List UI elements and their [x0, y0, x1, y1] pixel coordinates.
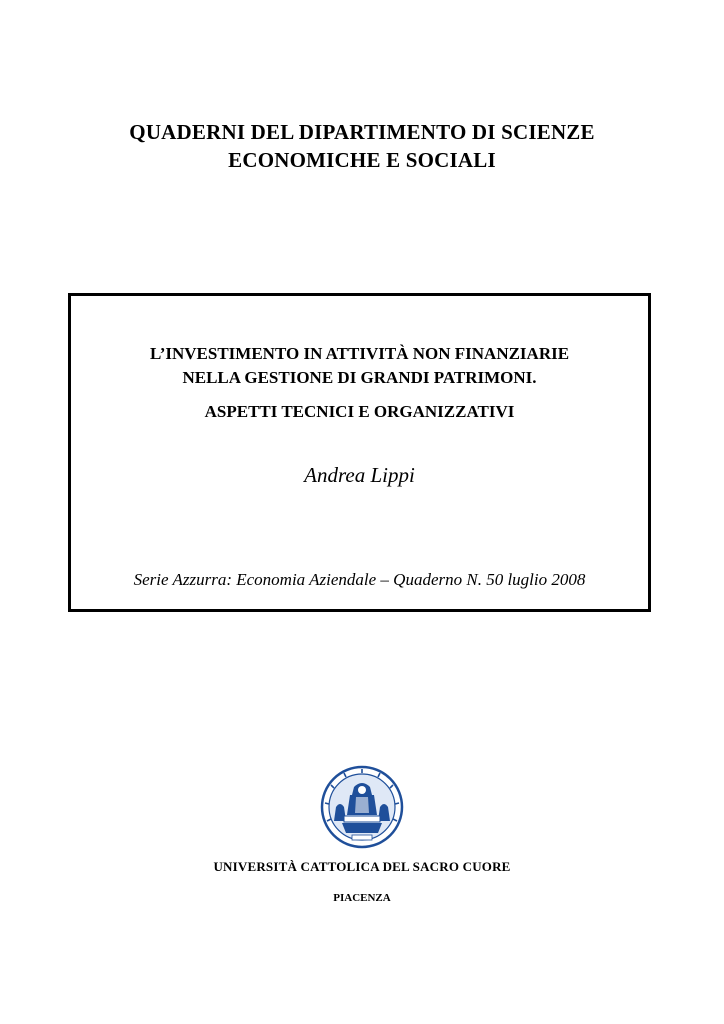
title-box	[68, 293, 651, 612]
university-seal-logo	[320, 765, 404, 849]
university-name: UNIVERSITÀ CATTOLICA DEL SACRO CUORE	[213, 859, 511, 874]
author-name: Andrea Lippi	[304, 463, 415, 487]
series-heading-line-2: ECONOMICHE E SOCIALI	[228, 148, 496, 172]
paper-title	[71, 342, 648, 424]
university-city: PIACENZA	[333, 892, 391, 904]
series-info: Serie Azzurra: Economia Aziendale – Quaderno N. 50 luglio 2008	[133, 570, 586, 589]
series-heading-line-1: QUADERNI DEL DIPARTIMENTO DI SCIENZE	[129, 120, 595, 144]
paper-title-line-1: L’INVESTIMENTO IN ATTIVITÀ NON FINANZIARIE	[149, 344, 570, 363]
paper-subtitle: ASPETTI TECNICI E ORGANIZZATIVI	[204, 402, 515, 421]
series-heading	[0, 118, 724, 174]
paper-title-line-2: NELLA GESTIONE DI GRANDI PATRIMONI.	[182, 368, 537, 387]
